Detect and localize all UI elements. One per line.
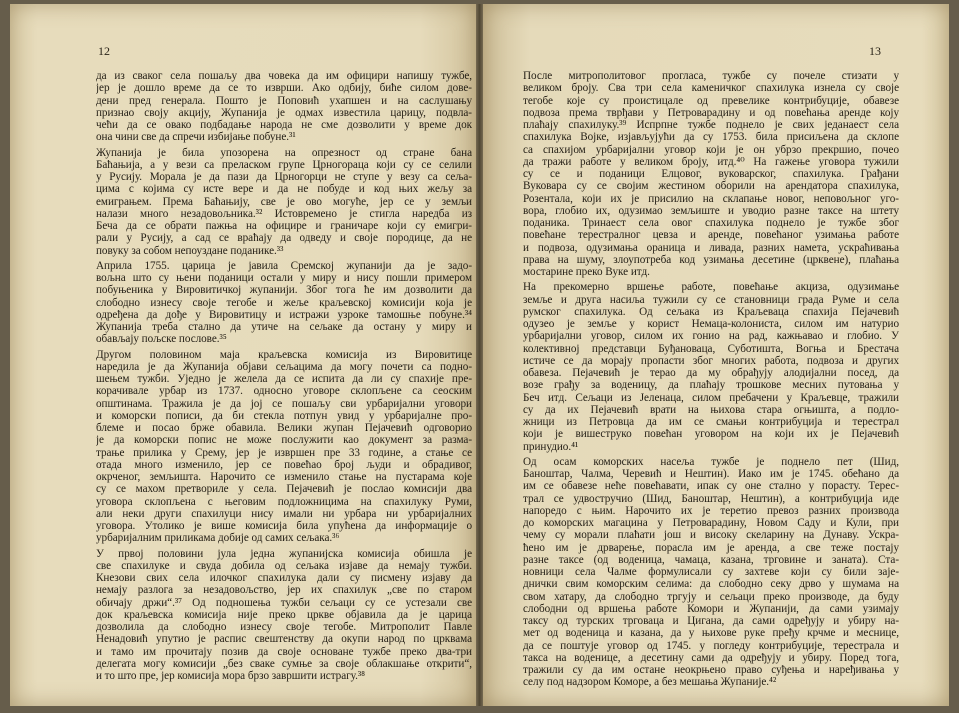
right-page [483,4,949,706]
text-line: блеме и посао брже обавила. Велики жупан Пејачевић одговорио [96,422,472,434]
text-line: и подвоза, одузимања ораница и ливада, разних намета, ускраћивања [523,241,899,254]
text-line: земље и друга насиља тужили су се становници града Руме и села [523,293,899,306]
text-line: На прекомерно вршење работе, повећање акциза, одузимање [523,281,899,294]
text-line: су се и поданици Елцовог, вуковарског, спахилука. Грађани [523,168,899,180]
text-line: принудио.⁴¹ [523,440,579,453]
text-line: урбаријалним приликама добије од самих сељака.³⁶ [96,532,340,545]
text-line: поданика. Тринаест села овог спахилука поднело је тужбе због [523,217,899,229]
text-line: је да коморски попис не може послужити као документ за разма- [96,434,472,447]
text-line: дени пред генерала. Пошто је Поповић ухапшен и на саслушању [96,94,472,107]
text-line: наредила је да Жупанија објави сељацима да могу почети са подно- [96,360,472,373]
text-line: да тражи работе у великом броју, итд.⁴⁰ На гажење уговора тужили [523,155,899,168]
text-line: обичају држи“.³⁷ Од подношења тужби сељаци су се устезали све [96,596,472,609]
text-line: Кнезови свих села илочког спахилука дали су писмену изјаву да [96,572,472,584]
text-line: чећи да се овако подбадање народа не сме дозволити у време док [96,119,472,131]
text-line: општинама. Тражила је да јој се пошаљу сви урбаријални уговори [96,397,472,410]
text-line: новници села Чалме формулисали су захтеве који су били заје- [523,566,899,578]
text-line: одузео је земље у корист Немаца-колониста, силом им натурио [523,318,899,330]
text-line: побуњеника у Вировитичкој жупанији. Због тога ће им дозволити да [96,284,472,297]
text-line: такса на воденице, а десетину сами да одређују и убиру. Поред тога, [523,651,899,664]
text-line: у Русију. Морала је да пази да Црногорци не ступе у везу са сеља- [96,171,472,183]
text-line: тражили су да им остане неокрњено право суђења и наређивања у [523,664,899,676]
text-line: урбаријални уговор, силом их гонио на рад, кажњавао и глобио. У [523,330,899,343]
text-line: цима с којима су исте вере и да не побуде и код њих жељу за [96,183,472,196]
text-line: возе грађу за воденицу, да плаћају трошкове месних путовања у [523,379,899,392]
text-line: Беч итд. Сељаци из Јеленаца, силом пребачени у Краљевце, тражили [523,391,899,404]
text-line: ћено им је дрварење, порасла им је аренда, а све теже постају [523,541,899,554]
text-line: да се поштује уговор од 1745. у погледу контрибуције, терестрала и [523,639,899,652]
text-line: су да их Пејачевић врати на њихова стара огњишта, а подло- [523,403,899,416]
text-line: великом броју. Сва три села каменичког спахилука изнела су своје [523,82,899,95]
text-line: Другом половином маја краљевска комисија из Вировитице [96,348,472,361]
text-line: истиче се да морају пропасти због многих работа, подвоза и других [523,354,899,367]
text-line: али неки други спахилуци нису имали ни урбара ни урбаријалних [96,507,472,520]
page-text [96,70,472,682]
text-line: признао своју акцију, Жупанија је одмах известила царицу, подвла- [96,106,472,119]
text-line: им се обавезе неће повећавати, ипак су оне стално у порасту. Терес- [523,480,899,493]
text-line: Ненадовић упутио је распис свештенству да окупи народ по црквама [96,633,472,646]
text-line: трање прилика у Срему, јер је извршен пре 33 године, а стање се [96,446,472,459]
left-page [10,4,476,706]
text-line: разне таксе (од воденица, чамаца, казана, трговине и заната). Ста- [523,553,899,566]
text-line: Беча да се обрати пажња на официре и граничаре који су емигри- [96,220,472,232]
text-line: и коморски пописи, да би стекла потпун увид у урбаријалне про- [96,409,472,422]
text-line: трал се удвостручио (Шид, Баноштар, Нештин), а контрибуција иде [523,492,899,505]
text-line: слободно изнесу своје тегобе и жеље краљевској комисији која је [96,296,472,309]
text-line: обавеза. Пејачевић је терао да му обрађују алодијални посед, да [523,367,899,379]
text-line: тегобе које су проистицале од превелике контрибуције, обавезе [523,94,899,107]
text-line: селу под надзором Коморе, а без мешања Жупаније.⁴² [523,676,777,689]
text-line: колективној представци Буђановаца, Суботишта, Вогња и Брестача [523,342,899,355]
text-line: док краљевска комисија није преко цркве објавила да је царица [96,608,472,621]
text-line: спахилука Војке, изјављујући да су 1753. била присиљена да склопе [523,131,899,144]
text-line: одређена да дође у Вировитицу и истражи узроке тамошње побуне.³⁴ [96,308,472,321]
text-line: вољна што су њени поданици остали у миру и нису пошли примером [96,272,472,284]
text-line: су се махом претвориле у села. Пејачевић је послао комисији два [96,483,472,496]
text-line: са спахијом урбаријални уговор који је он убрзо прекршио, почео [523,143,899,156]
text-line: мет од воденица и казана, да у њихове руке пређу крчме и меснице, [523,627,899,640]
text-line: све спахилуке и свуда добила од сељака изјаве да немају тужби. [96,559,472,572]
text-line: окрченог, земљишта. Нарочито се изменило стање на пустарама које [96,471,472,483]
text-line: мостарине преко Вуке итд. [523,266,650,278]
text-line: жници из Петровца да им се смањи контрибуција и терестрал [523,416,899,428]
text-line: плаћају спахилуку.³⁹ Испрпне тужбе поднело је свих једанаест села [523,119,899,131]
text-line: обављају пољске послове.³⁵ [96,333,227,346]
text-line: После митрополитовог прогласа, тужбе су почеле стизати у [523,70,899,82]
text-line: и то што пре, јер комисија мора брзо завршити истрагу.³⁸ [96,670,365,682]
text-line: немају разлога за незадовољство, јер их спахилук „све по старом [96,584,472,597]
text-line: делегата могу комисији „без сваке сумње за своје облакшање открити“, [96,657,472,670]
text-line: напоредо с њим. Нарочито их је теретио превоз разних производа [523,504,899,517]
text-line: да из сваког села пошаљу два човека да им официри напишу тужбе, [96,70,472,82]
text-line: днички свим коморским селима: да слободно секу дрво у шумама на [523,578,899,591]
text-line: корачивале урбар из 1737. односно уговоре склопљене са сеоским [96,385,472,398]
text-line: налази много незадовољника.³² Истовремено је стигла наредба из [96,207,472,220]
text-line: таксу од турских трговаца и Цигана, да сами одређују и убиру на- [523,615,899,627]
text-line: емиграњем. Према Баћањију, све је ово могуће, јер се у земљи [96,195,472,208]
page-number: 12 [98,44,110,58]
text-line: слободни од вршења работе Комори и Жупанији, да сами узимају [523,602,899,615]
text-line: шењем тужби. Уједно је желела да се испита да ли су спахије пре- [96,373,472,385]
text-line: румског спахилука. Од сељака из Краљеваца спахија Пејачевић [523,305,899,318]
text-line: она чини све да спречи избијање побуне.³¹ [96,131,296,144]
text-line: отада много изменило, јер се повећао број људи и обрадивог, [96,458,472,471]
text-line: повећане терестралног цевза и аренде, повећаног узимања работе [523,229,899,242]
text-line: Вуковара су се својим жестином оборили на арендатора спахилука, [523,180,899,193]
text-line: У првој половини јула једна жупанијска комисија обишла је [96,547,472,560]
text-line: Розентала, који их је присилио на склапање новог, неповољног уго- [523,192,899,205]
text-line: свом хатару, да слободно тргују и сељаци преко производе, да буду [523,590,899,603]
text-line: права на шуму, злоупотреба код узимања десетине (црквене), плаћања [523,253,899,266]
text-line: Априла 1755. царица је јавила Сремској жупанији да је задо- [96,259,472,272]
text-line: уговора склопљена с његовим подложницима на спахилуку Руми, [96,495,472,508]
text-line: дозволила да слободно изнесу своје тегобе. Митрополит Павле [96,621,472,633]
text-line: Баноштар, Чалма, Черевић и Нештин). Иако им је 1745. обећано да [523,468,899,480]
text-line: и тамо им прочитају позив да своје основане тужбе преко два-три [96,645,472,658]
text-line: који је вишеструко повећан уговором на који их је Пејачевић [523,428,899,441]
page-text [523,70,899,689]
text-line: јер је дошло време да се то изврши. Ако одбију, биће силом дове- [96,82,472,95]
text-line: повуку за собом непоуздане поданике.³³ [96,244,284,257]
text-line: Баћањија, а у вези са преласком групе Црногораца који су се селили [96,158,472,171]
text-line: чему су морали плаћати још и високу скеларину на Дунаву. Ускра- [523,529,899,542]
text-line: подвоза према тврђави у Петроварадину и од повећања аренде коју [523,106,899,119]
text-line: рали у Русију, а сад се враћају да одведу и своје породице, да не [96,232,472,245]
page-number: 13 [869,44,881,58]
text-line: до коморских магацина у Петроварадину, Новом Саду и Кули, при [523,517,899,529]
text-line: Жупанија је била упозорена на опрезност од стране бана [96,146,472,159]
text-line: уговора. Утолико је више комисија била упућена да информације о [96,520,472,532]
text-line: Од осам коморских насеља тужбе је поднело пет (Шид, [523,455,899,468]
text-line: вора, глобио их, одузимао земљиште и уводио разне таксе на штету [523,204,899,217]
text-line: Жупанија треба стално да утиче на сељаке да остану у миру и [96,321,472,333]
